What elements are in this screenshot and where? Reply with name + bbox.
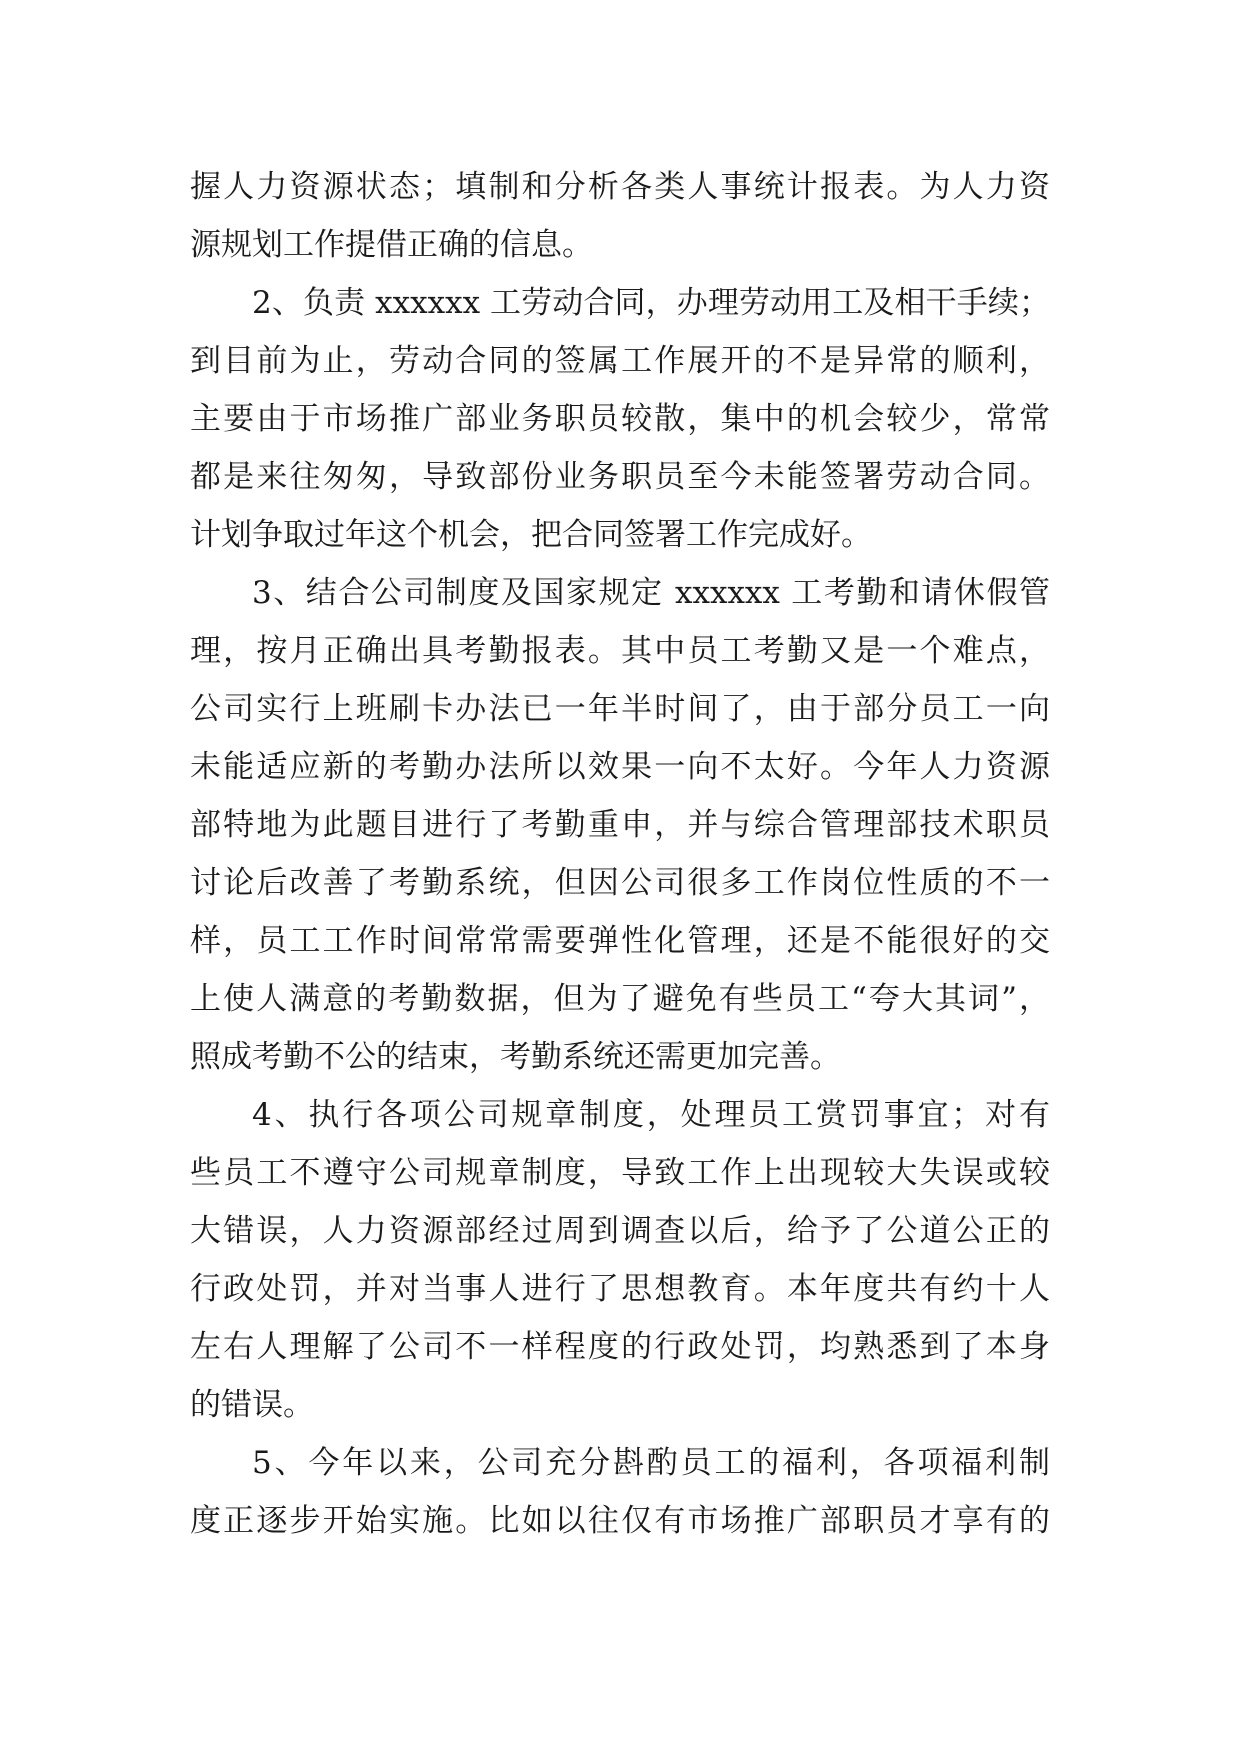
text-line: 4、执行各项公司规章制度，处理员工赏罚事宜；对有	[252, 1097, 1050, 1133]
text-line: 源规划工作提借正确的信息。	[190, 227, 593, 263]
text-line: 3、结合公司制度及国家规定 xxxxxx 工考勤和请休假管	[252, 575, 1050, 611]
text-line: 都是来往匆匆，导致部份业务职员至今未能签署劳动合同。	[190, 459, 1050, 495]
text-line: 5、今年以来，公司充分斟酌员工的福利，各项福利制	[252, 1445, 1050, 1481]
text-line: 未能适应新的考勤办法所以效果一向不太好。今年人力资源	[190, 749, 1050, 785]
text-line: 公司实行上班刷卡办法已一年半时间了，由于部分员工一向	[190, 691, 1050, 727]
text-line: 照成考勤不公的结束，考勤系统还需更加完善。	[190, 1039, 841, 1075]
text-line: 部特地为此题目进行了考勤重申，并与综合管理部技术职员	[190, 807, 1050, 843]
text-line: 大错误，人力资源部经过周到调查以后，给予了公道公正的	[190, 1213, 1050, 1249]
body-text	[190, 158, 1050, 1550]
text-line: 2、负责 xxxxxx 工劳动合同，办理劳动用工及相干手续；	[252, 285, 1050, 321]
text-line: 左右人理解了公司不一样程度的行政处罚，均熟悉到了本身	[190, 1329, 1050, 1365]
paragraph-continuation	[190, 158, 1050, 274]
paragraph-item-2	[190, 274, 1050, 564]
text-line: 度正逐步开始实施。比如以往仅有市场推广部职员才享有的	[190, 1503, 1050, 1539]
text-line: 些员工不遵守公司规章制度，导致工作上出现较大失误或较	[190, 1155, 1050, 1191]
paragraph-item-3	[190, 564, 1050, 1086]
paragraph-item-5	[190, 1434, 1050, 1550]
text-line: 握人力资源状态；填制和分析各类人事统计报表。为人力资	[190, 169, 1050, 205]
text-line: 到目前为止，劳动合同的签属工作展开的不是异常的顺利，	[190, 343, 1050, 379]
paragraph-item-4	[190, 1086, 1050, 1434]
text-line: 样，员工工作时间常常需要弹性化管理，还是不能很好的交	[190, 923, 1050, 959]
text-line: 行政处罚，并对当事人进行了思想教育。本年度共有约十人	[190, 1271, 1050, 1307]
text-line: 讨论后改善了考勤系统，但因公司很多工作岗位性质的不一	[190, 865, 1050, 901]
text-line: 的错误。	[190, 1387, 314, 1423]
text-line: 理，按月正确出具考勤报表。其中员工考勤又是一个难点，	[190, 633, 1050, 669]
text-line: 上使人满意的考勤数据，但为了避免有些员工“夸大其词”，	[190, 981, 1050, 1017]
text-line: 计划争取过年这个机会，把合同签署工作完成好。	[190, 517, 872, 553]
text-line: 主要由于市场推广部业务职员较散，集中的机会较少，常常	[190, 401, 1050, 437]
